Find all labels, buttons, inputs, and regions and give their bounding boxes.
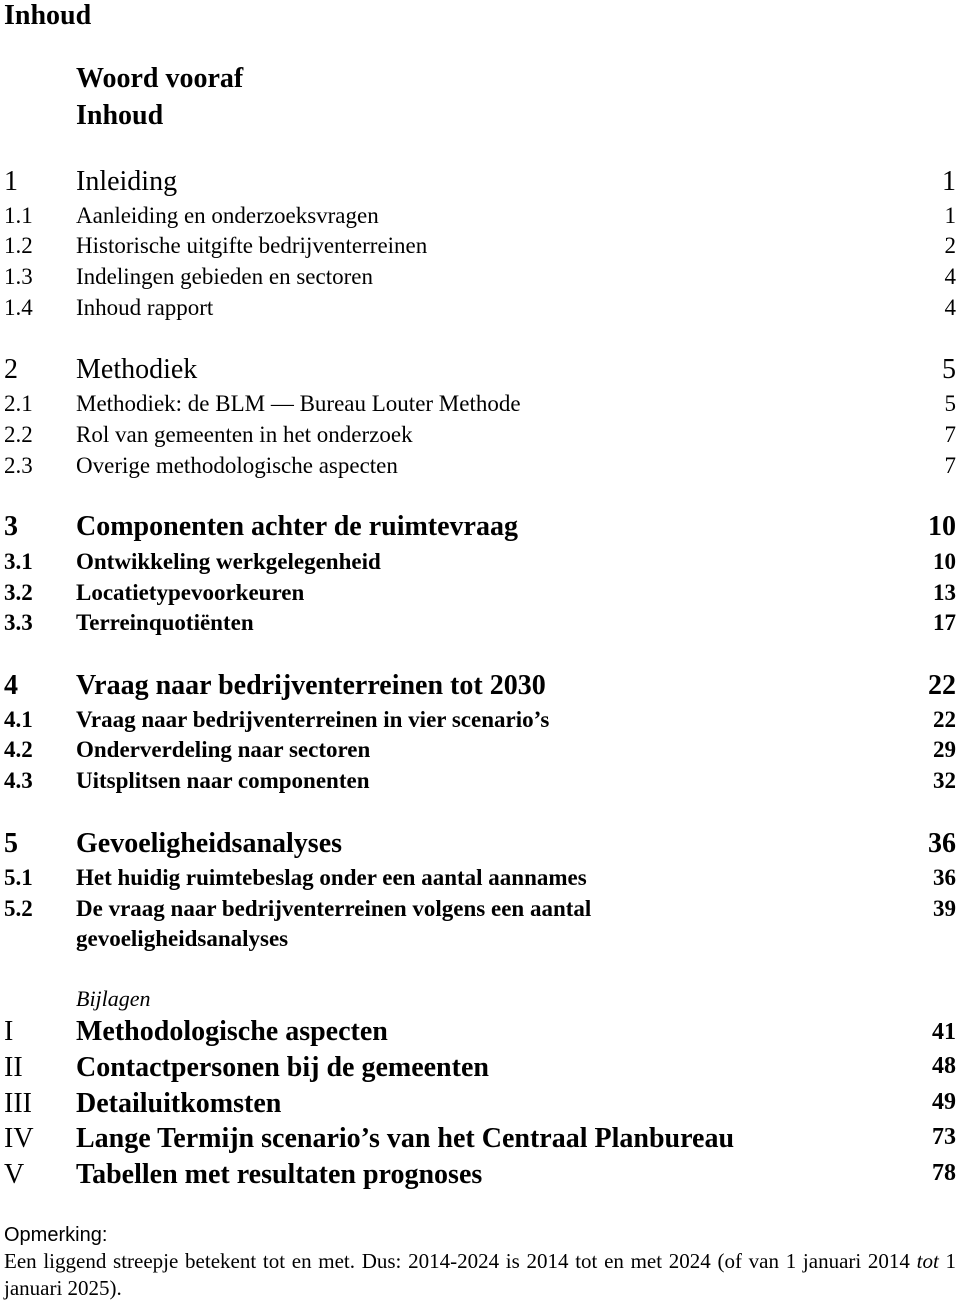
toc-title: Vraag naar bedrijventerreinen in vier scenario’s: [76, 707, 550, 732]
toc-number: II: [4, 1052, 23, 1083]
toc-chapter-5[interactable]: [4, 827, 956, 861]
toc-title: Het huidig ruimtebeslag onder een aantal aannames: [76, 865, 587, 890]
toc-title: Uitsplitsen naar componenten: [76, 768, 370, 793]
toc-title-line2: gevoeligheidsanalyses: [76, 926, 289, 951]
toc-number: 4.2: [4, 737, 33, 762]
toc-page: 36: [933, 865, 956, 890]
toc-number: 3.3: [4, 610, 33, 635]
toc-page: 17: [933, 610, 956, 635]
toc-title: Tabellen met resultaten prognoses: [76, 1159, 483, 1190]
toc-page: 73: [932, 1124, 956, 1150]
toc-number: 1: [4, 166, 18, 197]
toc-number: I: [4, 1016, 14, 1047]
front-matter-woord-vooraf[interactable]: Woord vooraf: [76, 63, 244, 94]
toc-chapter-2[interactable]: [4, 353, 956, 387]
toc-chapter-4[interactable]: [4, 669, 956, 703]
toc-title: Methodiek: de BLM — Bureau Louter Methode: [76, 391, 521, 416]
toc-page: 36: [928, 828, 956, 859]
toc-page: 7: [944, 453, 956, 478]
toc-number: 1.3: [4, 264, 33, 289]
toc-title: Detailuitkomsten: [76, 1088, 282, 1119]
toc-page: 5: [944, 391, 956, 416]
toc-page: 5: [942, 354, 956, 385]
toc-title: Overige methodologische aspecten: [76, 453, 398, 478]
toc-appendix-v[interactable]: [4, 1158, 956, 1192]
toc-number: 2.2: [4, 422, 33, 447]
toc-title: Lange Termijn scenario’s van het Centraal Planbureau: [76, 1123, 735, 1154]
remark-text-main: Een liggend streepje betekent tot en met. Dus: 2014-2024 is 2014 tot en met 2024 (of van 1 januari 2014: [4, 1249, 917, 1273]
toc-title: Ontwikkeling werkgelegenheid: [76, 549, 381, 574]
toc-number: 5: [4, 828, 18, 859]
appendices-label: Bijlagen: [76, 986, 151, 1011]
toc-title: Inleiding: [76, 166, 178, 197]
toc-number: 3: [4, 511, 18, 542]
toc-page: 41: [932, 1019, 956, 1045]
toc-section-3-2[interactable]: [4, 578, 956, 612]
toc-title: Historische uitgifte bedrijventerreinen: [76, 233, 428, 258]
remark-text-end: 1 januari 2025).: [4, 1249, 956, 1300]
toc-section-1-4[interactable]: [4, 293, 956, 327]
toc-number: 5.2: [4, 896, 33, 921]
remark-text: [4, 1248, 956, 1302]
front-matter-inhoud[interactable]: Inhoud: [76, 100, 164, 131]
page-heading: Inhoud: [4, 0, 92, 31]
toc-number: V: [4, 1159, 25, 1190]
toc-section-5-2[interactable]: [4, 894, 956, 956]
toc-number: 1.4: [4, 295, 33, 320]
toc-appendix-ii[interactable]: [4, 1051, 956, 1085]
toc-page: 4: [944, 295, 956, 320]
toc-number: 3.1: [4, 549, 33, 574]
toc-page: 4: [944, 264, 956, 289]
toc-section-1-1[interactable]: [4, 201, 956, 235]
toc-number: 4: [4, 670, 18, 701]
toc-page: 22: [933, 707, 956, 732]
toc-chapter-1[interactable]: [4, 165, 956, 199]
toc-title: Contactpersonen bij de gemeenten: [76, 1052, 489, 1083]
toc-number: 2.1: [4, 391, 33, 416]
toc-number: IV: [4, 1123, 34, 1154]
toc-title: Aanleiding en onderzoeksvragen: [76, 203, 379, 228]
toc-title: De vraag naar bedrijventerreinen volgens een aantal: [76, 896, 592, 921]
toc-number: 2.3: [4, 453, 33, 478]
toc-chapter-3[interactable]: [4, 510, 956, 544]
toc-title: Componenten achter de ruimtevraag: [76, 511, 518, 542]
toc-page: 10: [928, 511, 956, 542]
toc-section-1-2[interactable]: [4, 231, 956, 265]
toc-appendix-i[interactable]: [4, 1015, 956, 1049]
toc-section-2-3[interactable]: [4, 451, 956, 485]
toc-page: 1: [942, 166, 956, 197]
toc-number: 1.2: [4, 233, 33, 258]
toc-page: 49: [932, 1089, 956, 1115]
toc-section-5-1[interactable]: [4, 863, 956, 897]
toc-section-3-1[interactable]: [4, 547, 956, 581]
toc-page: 78: [932, 1160, 956, 1186]
toc-page: 22: [928, 670, 956, 701]
remark-label: Opmerking:: [4, 1224, 108, 1246]
toc-title: Locatietypevoorkeuren: [76, 580, 305, 605]
toc-section-4-1[interactable]: [4, 705, 956, 739]
toc-section-1-3[interactable]: [4, 262, 956, 296]
toc-page: 39: [933, 896, 956, 921]
toc-title: Rol van gemeenten in het onderzoek: [76, 422, 413, 447]
toc-number: 4.3: [4, 768, 33, 793]
toc-title: Methodologische aspecten: [76, 1016, 388, 1047]
toc-title: Indelingen gebieden en sectoren: [76, 264, 373, 289]
toc-appendix-iv[interactable]: [4, 1122, 956, 1156]
toc-section-2-1[interactable]: [4, 389, 956, 423]
toc-section-2-2[interactable]: [4, 420, 956, 454]
toc-page: 1: [944, 203, 956, 228]
toc-page: 13: [933, 580, 956, 605]
toc-page: 29: [933, 737, 956, 762]
toc-section-3-3[interactable]: [4, 608, 956, 642]
toc-page: 10: [933, 549, 956, 574]
toc-title: Onderverdeling naar sectoren: [76, 737, 371, 762]
toc-title: Gevoeligheidsanalyses: [76, 828, 343, 859]
toc-section-4-2[interactable]: [4, 735, 956, 769]
toc-title: Methodiek: [76, 354, 198, 385]
toc-title: Inhoud rapport: [76, 295, 214, 320]
remark-text-italic: tot: [916, 1249, 939, 1273]
toc-title: Vraag naar bedrijventerreinen tot 2030: [76, 670, 546, 701]
toc-number: 2: [4, 354, 18, 385]
toc-page: 32: [933, 768, 956, 793]
toc-page: 7: [944, 422, 956, 447]
toc-number: 3.2: [4, 580, 33, 605]
toc-number: 4.1: [4, 707, 33, 732]
toc-number: 1.1: [4, 203, 33, 228]
toc-page: 48: [932, 1053, 956, 1079]
toc-number: III: [4, 1088, 32, 1119]
toc-section-4-3[interactable]: [4, 766, 956, 800]
toc-number: 5.1: [4, 865, 33, 890]
toc-page: 2: [944, 233, 956, 258]
toc-appendix-iii[interactable]: [4, 1087, 956, 1121]
toc-title: Terreinquotiënten: [76, 610, 254, 635]
